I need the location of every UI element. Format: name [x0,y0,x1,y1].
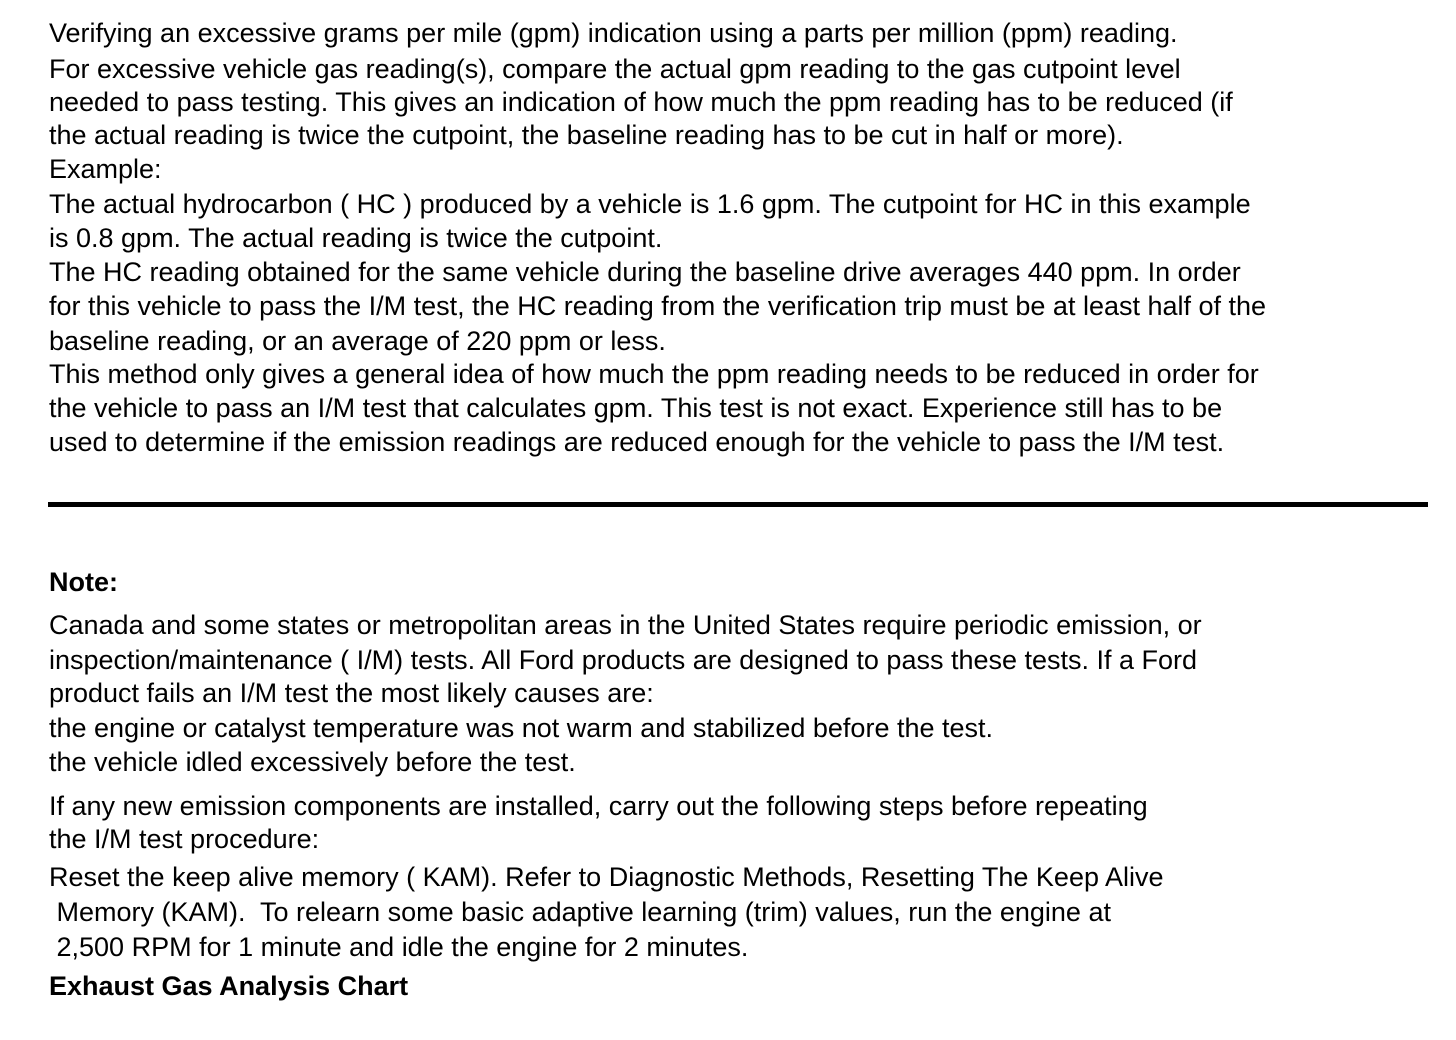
text-line: The HC reading obtained for the same vehicle during the baseline drive averages 440 ppm. In order [49,257,1241,287]
text-line: 2,500 RPM for 1 minute and idle the engine for 2 minutes. [49,932,749,962]
text-line: baseline reading, or an average of 220 ppm or less. [49,326,666,356]
section-divider [48,502,1428,507]
text-line: Memory (KAM). To relearn some basic adaptive learning (trim) values, run the engine at [49,897,1111,927]
text-line: Verifying an excessive grams per mile (gpm) indication using a parts per million (ppm) reading. [49,18,1178,48]
text-line: the vehicle to pass an I/M test that calculates gpm. This test is not exact. Experience still has to be [49,393,1223,423]
text-line: The actual hydrocarbon ( HC ) produced by a vehicle is 1.6 gpm. The cutpoint for HC in this example [49,189,1251,219]
text-line: If any new emission components are installed, carry out the following steps before repeating [49,791,1148,821]
text-line: inspection/maintenance ( I/M) tests. All Ford products are designed to pass these tests. If a Ford [49,645,1198,675]
text-line: the vehicle idled excessively before the test. [49,747,576,777]
text-line: product fails an I/M test the most likely causes are: [49,678,654,708]
text-line: is 0.8 gpm. The actual reading is twice the cutpoint. [49,223,663,253]
text-line: the engine or catalyst temperature was not warm and stabilized before the test. [49,713,994,743]
text-line: the I/M test procedure: [49,824,320,854]
text-line: Example: [49,154,162,184]
text-line: the actual reading is twice the cutpoint, the baseline reading has to be cut in half or more). [49,120,1124,150]
chart-heading: Exhaust Gas Analysis Chart [49,971,409,1001]
text-line: used to determine if the emission readings are reduced enough for the vehicle to pass the I/M test. [49,427,1225,457]
text-line: for this vehicle to pass the I/M test, the HC reading from the verification trip must be at least half of the [49,291,1267,321]
text-line: This method only gives a general idea of how much the ppm reading needs to be reduced in order for [49,359,1259,389]
text-line: Reset the keep alive memory ( KAM). Refer to Diagnostic Methods, Resetting The Keep Alive [49,862,1164,892]
text-line: needed to pass testing. This gives an indication of how much the ppm reading has to be reduced (if [49,87,1233,117]
note-heading: Note: [49,567,118,597]
text-line: For excessive vehicle gas reading(s), compare the actual gpm reading to the gas cutpoint level [49,54,1181,84]
text-line: Canada and some states or metropolitan areas in the United States require periodic emission, or [49,610,1202,640]
